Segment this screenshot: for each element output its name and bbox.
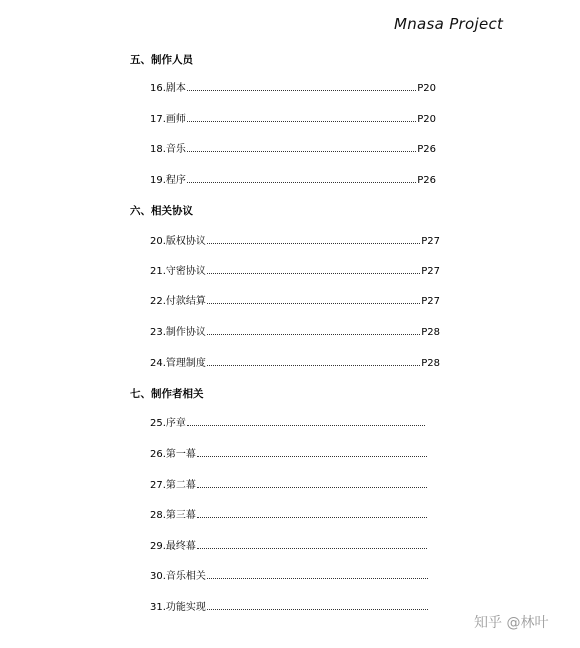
dot-leader xyxy=(197,455,427,457)
toc-entry-label: 24.管理制度 xyxy=(150,358,206,369)
toc-entry-page: P27 xyxy=(421,236,440,247)
header-title: Mnasa Project xyxy=(394,15,504,33)
dot-leader xyxy=(197,486,427,488)
toc-entry-label: 17.画师 xyxy=(150,114,186,125)
dot-leader xyxy=(187,424,425,426)
toc-entry[interactable] xyxy=(150,477,430,491)
dot-leader xyxy=(207,272,420,274)
toc-entry-label: 19.程序 xyxy=(150,175,186,186)
toc-entry[interactable] xyxy=(150,568,431,582)
toc-entry-label: 25.序章 xyxy=(150,418,186,429)
toc-entry-label: 21.守密协议 xyxy=(150,266,206,277)
dot-leader xyxy=(207,302,420,304)
toc-entry-label: 27.第二幕 xyxy=(150,480,196,491)
toc-entry-label: 26.第一幕 xyxy=(150,449,196,460)
toc-entry-label: 18.音乐 xyxy=(150,144,186,155)
toc-entry-page: P20 xyxy=(417,114,436,125)
watermark: 知乎 @林叶 xyxy=(474,615,549,631)
toc-entry-label: 29.最终幕 xyxy=(150,541,196,552)
dot-leader xyxy=(207,242,420,244)
toc-entry[interactable] xyxy=(150,111,436,125)
toc-entry[interactable] xyxy=(150,599,431,613)
toc-entry[interactable] xyxy=(150,415,428,429)
dot-leader xyxy=(187,150,416,152)
toc-entry[interactable] xyxy=(150,233,440,247)
dot-leader xyxy=(197,547,427,549)
dot-leader xyxy=(207,364,420,366)
toc-entry-label: 23.制作协议 xyxy=(150,327,206,338)
toc-entry[interactable] xyxy=(150,324,440,338)
toc-entry[interactable] xyxy=(150,263,440,277)
toc-entry[interactable] xyxy=(150,141,436,155)
section-heading-5: 五、制作人员 xyxy=(130,54,193,66)
dot-leader xyxy=(187,181,416,183)
toc-entry-label: 28.第三幕 xyxy=(150,510,196,521)
toc-entry[interactable] xyxy=(150,355,440,369)
section-heading-6: 六、相关协议 xyxy=(130,205,193,217)
dot-leader xyxy=(207,577,428,579)
toc-entry[interactable] xyxy=(150,172,436,186)
toc-entry-page: P26 xyxy=(417,144,436,155)
dot-leader xyxy=(197,516,427,518)
toc-entry-page: P27 xyxy=(421,266,440,277)
toc-entry[interactable] xyxy=(150,446,430,460)
toc-entry-page: P26 xyxy=(417,175,436,186)
dot-leader xyxy=(187,89,416,91)
dot-leader xyxy=(187,120,416,122)
toc-entry-page: P28 xyxy=(421,358,440,369)
toc-entry-page: P20 xyxy=(417,83,436,94)
toc-entry-label: 20.版权协议 xyxy=(150,236,206,247)
toc-entry[interactable] xyxy=(150,80,436,94)
dot-leader xyxy=(207,608,428,610)
toc-entry-label: 16.剧本 xyxy=(150,83,186,94)
toc-entry-page: P28 xyxy=(421,327,440,338)
toc-entry[interactable] xyxy=(150,293,440,307)
toc-entry-label: 30.音乐相关 xyxy=(150,571,206,582)
toc-entry-page: P27 xyxy=(421,296,440,307)
toc-entry-label: 31.功能实现 xyxy=(150,602,206,613)
dot-leader xyxy=(207,333,420,335)
section-heading-7: 七、制作者相关 xyxy=(130,388,204,400)
toc-entry[interactable] xyxy=(150,538,430,552)
toc-entry-label: 22.付款结算 xyxy=(150,296,206,307)
toc-entry[interactable] xyxy=(150,507,430,521)
